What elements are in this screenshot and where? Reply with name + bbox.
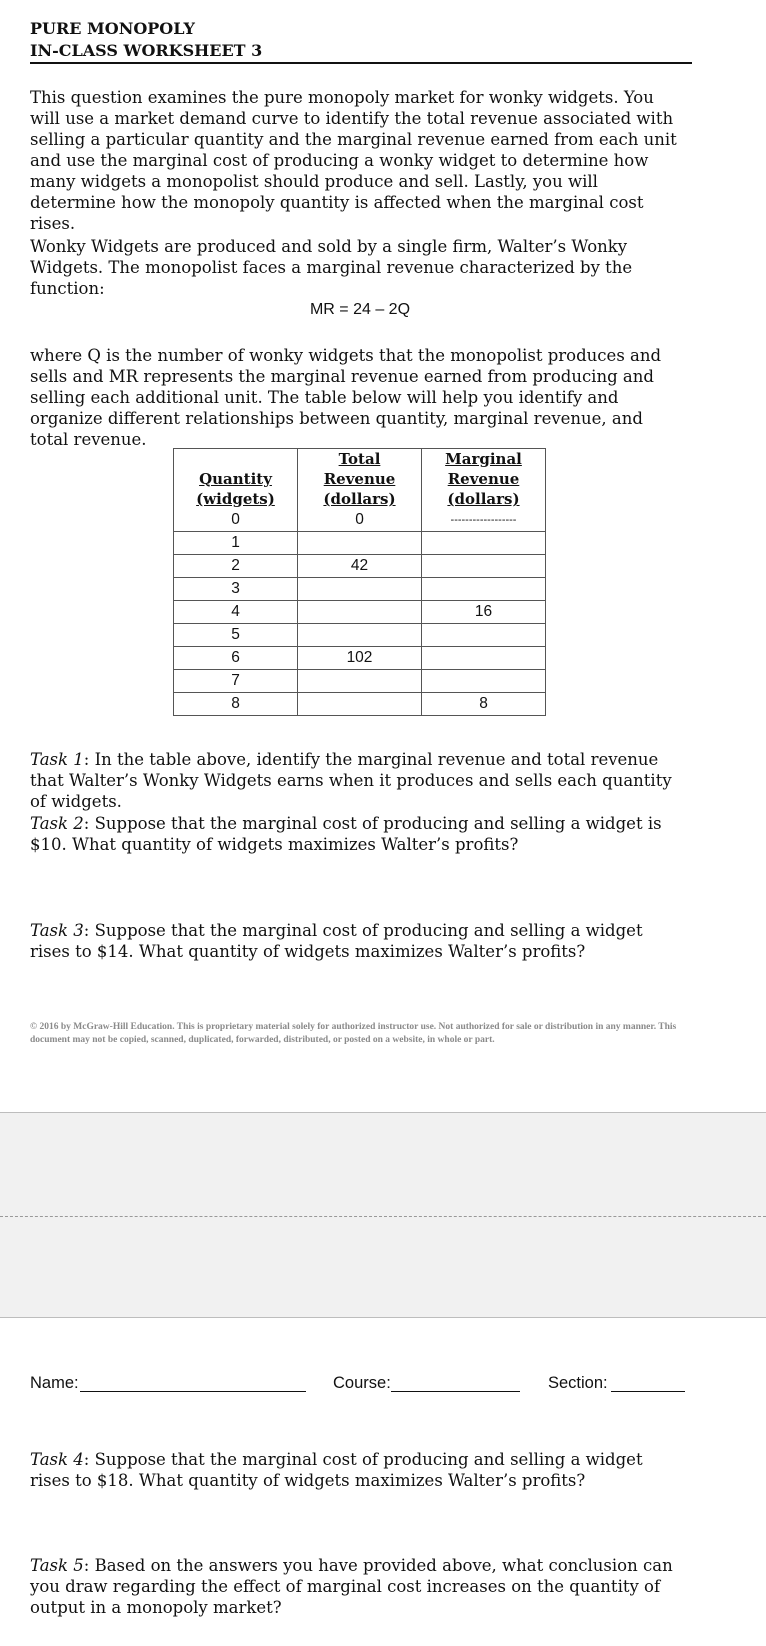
task-4-label: Task 4	[30, 1450, 84, 1469]
quantity-cell: 7	[174, 670, 298, 693]
marginal-revenue-cell[interactable]	[422, 555, 546, 578]
table-row	[174, 532, 546, 555]
table-row	[174, 578, 546, 601]
total-revenue-cell[interactable]	[298, 532, 422, 555]
section-label: Section:	[548, 1374, 608, 1392]
table-row	[174, 624, 546, 647]
name-label: Name:	[30, 1374, 79, 1392]
table-row	[174, 509, 546, 532]
quantity-cell: 5	[174, 624, 298, 647]
total-revenue-cell[interactable]	[298, 670, 422, 693]
task-1-label: Task 1	[30, 750, 84, 769]
total-revenue-cell[interactable]: 102	[298, 647, 422, 670]
marginal-revenue-cell[interactable]: 8	[422, 693, 546, 716]
marginal-revenue-cell: ------------------	[422, 509, 546, 532]
quantity-cell: 8	[174, 693, 298, 716]
table-header-row	[174, 449, 546, 510]
intro-paragraph-1: This question examines the pure monopoly market for wonky widgets. You will use a market demand curve to identify the total revenue associated with selling a particular quantity and the marginal revenue earned from each unit and use the marginal cost of producing a wonky widget to determine how many widgets a monopolist should produce and sell. Lastly, you will determine how the monopoly quantity is affected when the marginal cost rises.	[30, 88, 677, 233]
total-revenue-cell[interactable]	[298, 601, 422, 624]
marginal-revenue-cell[interactable]	[422, 578, 546, 601]
page-break-divider	[0, 1216, 766, 1217]
intro-paragraph-2: Wonky Widgets are produced and sold by a single firm, Walter’s Wonky Widgets. The monopolist faces a marginal revenue characterized by the function:	[30, 237, 633, 298]
course-label: Course:	[333, 1374, 391, 1392]
marginal-revenue-cell[interactable]: 16	[422, 601, 546, 624]
task-5-label: Task 5	[30, 1556, 84, 1575]
worksheet-title: PURE MONOPOLY	[30, 19, 195, 38]
header-quantity: Quantity (widgets)	[174, 449, 298, 510]
marginal-revenue-cell[interactable]	[422, 624, 546, 647]
total-revenue-cell[interactable]	[298, 624, 422, 647]
marginal-revenue-cell[interactable]	[422, 670, 546, 693]
marginal-revenue-cell[interactable]	[422, 532, 546, 555]
task-4-text: : Suppose that the marginal cost of producing and selling a widget rises to $18. What quantity of widgets maximizes Walter’s profits?	[30, 1450, 643, 1490]
table-row	[174, 647, 546, 670]
quantity-cell: 4	[174, 601, 298, 624]
task-5-text: : Based on the answers you have provided above, what conclusion can you draw regarding the effect of marginal cost increases on the quantity of output in a monopoly market?	[30, 1556, 673, 1617]
quantity-cell: 3	[174, 578, 298, 601]
total-revenue-cell[interactable]: 42	[298, 555, 422, 578]
section-field[interactable]	[611, 1391, 685, 1392]
task-2-text: : Suppose that the marginal cost of producing and selling a widget is $10. What quantity of widgets maximizes Walter’s profits?	[30, 814, 662, 854]
marginal-revenue-cell[interactable]	[422, 647, 546, 670]
task-3	[30, 920, 680, 962]
task-2-label: Task 2	[30, 814, 84, 833]
total-revenue-cell[interactable]	[298, 578, 422, 601]
table-row	[174, 670, 546, 693]
name-field[interactable]	[80, 1391, 306, 1392]
intro-paragraph-3: where Q is the number of wonky widgets that the monopolist produces and sells and MR represents the marginal revenue earned from producing and selling each additional unit. The table below will help you identify and organize different relationships between quantity, marginal revenue, and total revenue.	[30, 346, 662, 449]
worksheet-subtitle: IN-CLASS WORKSHEET 3	[30, 41, 263, 60]
revenue-table	[173, 448, 546, 716]
task-2	[30, 813, 680, 855]
header-rule	[30, 62, 692, 64]
table-row	[174, 693, 546, 716]
mr-formula: MR = 24 – 2Q	[309, 301, 411, 318]
quantity-cell: 1	[174, 532, 298, 555]
task-3-label: Task 3	[30, 921, 84, 940]
copyright-notice: © 2016 by McGraw-Hill Education. This is proprietary material solely for authorized instructor use. Not authorized for sale or distribution in any manner. This document may not be copied, scanned, duplicated, forwarded, distributed, or posted on a website, in whole or part.	[30, 1022, 677, 1045]
total-revenue-cell[interactable]: 0	[298, 509, 422, 532]
course-field[interactable]	[391, 1391, 520, 1392]
task-1	[30, 749, 680, 812]
task-3-text: : Suppose that the marginal cost of producing and selling a widget rises to $14. What quantity of widgets maximizes Walter’s profits?	[30, 921, 643, 961]
task-4	[30, 1449, 680, 1491]
total-revenue-cell[interactable]	[298, 693, 422, 716]
header-total-revenue: Total Revenue (dollars)	[298, 449, 422, 510]
quantity-cell: 6	[174, 647, 298, 670]
task-5	[30, 1555, 680, 1618]
header-marginal-revenue: Marginal Revenue (dollars)	[422, 449, 546, 510]
table-row	[174, 601, 546, 624]
quantity-cell: 2	[174, 555, 298, 578]
page-break-band	[0, 1112, 766, 1318]
task-1-text: : In the table above, identify the marginal revenue and total revenue that Walter’s Wonky Widgets earns when it produces and sells each quantity of widgets.	[30, 750, 672, 811]
quantity-cell: 0	[174, 509, 298, 532]
table-row	[174, 555, 546, 578]
